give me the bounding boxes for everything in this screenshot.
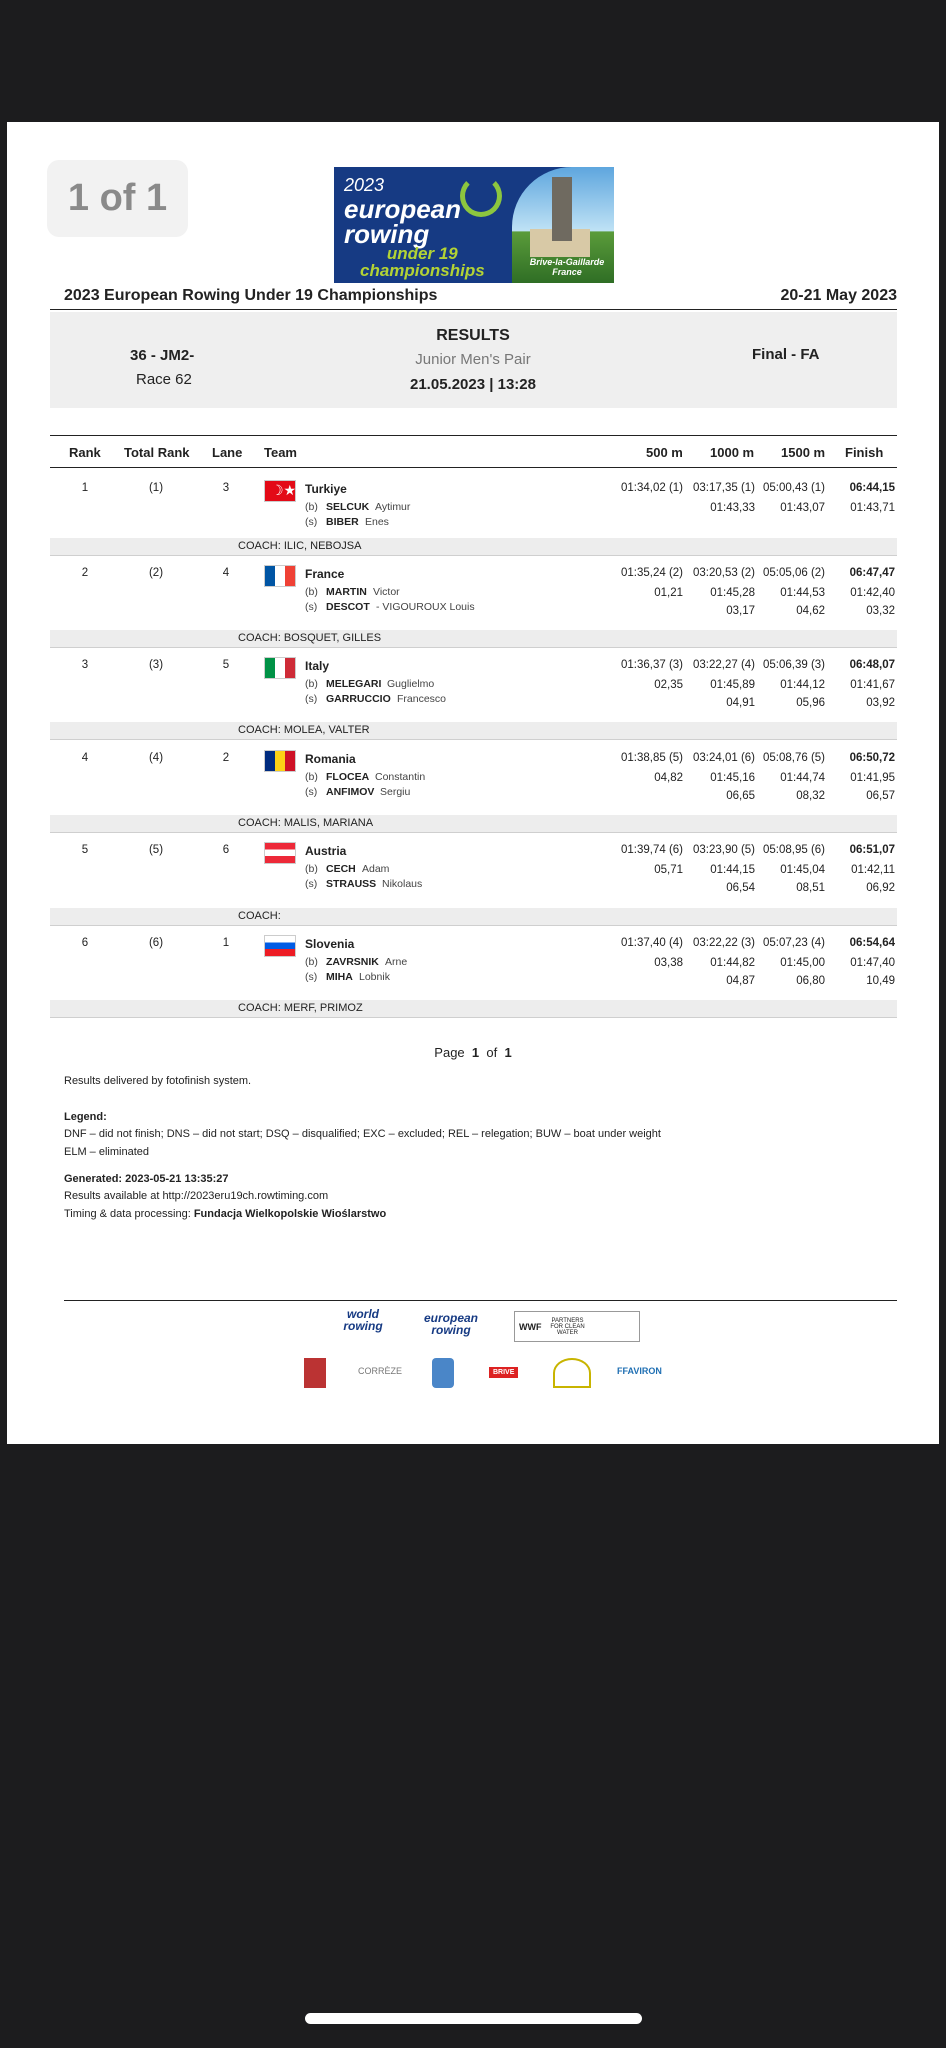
crew-last-name: ZAVRSNIK <box>326 956 379 968</box>
coach-bar <box>50 722 897 740</box>
divider <box>50 309 897 310</box>
delivery-note: Results delivered by fotofinish system. <box>64 1075 252 1087</box>
crew-last-name: STRAUSS <box>326 878 377 890</box>
pagination: Page 1 of 1 <box>434 1045 512 1060</box>
crew-first-name: Nikolaus <box>382 878 423 890</box>
european-rowing-logo: european rowing <box>423 1311 478 1337</box>
crew-position: (s) <box>305 971 318 983</box>
banner-year: 2023 <box>344 175 385 195</box>
split-diff: 05,71 <box>654 864 683 876</box>
world-rowing-logo: world rowing <box>343 1307 383 1333</box>
results-heading: RESULTS <box>436 327 510 344</box>
split-gap: 06,54 <box>726 882 755 894</box>
col-500m: 500 m <box>646 445 683 460</box>
home-indicator[interactable] <box>305 2013 642 2024</box>
split-gap: 03,92 <box>866 697 895 709</box>
france-flag-icon <box>264 565 296 587</box>
crew-position: (s) <box>305 601 318 613</box>
rank-cell: 3 <box>81 659 89 671</box>
lane-cell: 1 <box>222 937 230 949</box>
split-diff: 01,21 <box>654 587 683 599</box>
event-header <box>64 287 897 305</box>
split-gap: 04,87 <box>726 975 755 987</box>
championship-banner-logo <box>334 167 614 283</box>
timing-credit: Timing & data processing: Fundacja Wielkopolskie Wioślarstwo <box>64 1208 387 1220</box>
split-time: 05:06,39 (3) <box>762 659 825 671</box>
split-gap: 06,57 <box>866 790 895 802</box>
crew-position: (b) <box>305 863 318 875</box>
rank-cell: 4 <box>81 752 89 764</box>
rank-cell: 2 <box>81 567 89 579</box>
lane-cell: 5 <box>222 659 230 671</box>
crew-first-name: Arne <box>385 956 408 968</box>
coach-name: COACH: MALIS, MARIANA <box>238 817 374 829</box>
race-category: Junior Men's Pair <box>415 351 531 368</box>
total-rank-cell: (3) <box>148 659 164 671</box>
split-time: 03:24,01 (6) <box>692 752 755 764</box>
split-time: 05:08,95 (6) <box>762 844 825 856</box>
ffaviron-logo: FFAVIRON <box>617 1366 662 1376</box>
total-rank-cell: (1) <box>148 482 164 494</box>
split-gap: 04,91 <box>726 697 755 709</box>
romania-flag-icon <box>264 750 296 772</box>
split-diff: 01:44,12 <box>780 679 825 691</box>
banner-location: Brive-la-Gaillarde France <box>529 257 605 277</box>
split-time: 01:35,24 (2) <box>620 567 683 579</box>
crew-last-name: FLOCEA <box>326 771 370 783</box>
coach-name: COACH: ILIC, NEBOJSA <box>238 540 362 552</box>
coach-name: COACH: BOSQUET, GILLES <box>238 632 382 644</box>
regional-logo <box>553 1358 591 1388</box>
col-1000m: 1000 m <box>710 445 755 460</box>
split-time: 05:05,06 (2) <box>762 567 825 579</box>
agglo-brive-logo <box>432 1358 454 1388</box>
divider <box>64 1300 897 1301</box>
split-time: 06:47,47 <box>849 567 895 579</box>
coach-bar <box>50 908 897 926</box>
coach-name: COACH: MERF, PRIMOZ <box>238 1002 363 1014</box>
split-diff: 01:45,89 <box>710 679 755 691</box>
split-time: 06:48,07 <box>849 659 895 671</box>
total-rank-cell: (5) <box>148 844 164 856</box>
legend-line: ELM – eliminated <box>64 1146 149 1158</box>
lane-cell: 2 <box>222 752 230 764</box>
split-time: 03:22,22 (3) <box>692 937 755 949</box>
split-diff: 01:44,82 <box>710 957 755 969</box>
crew-position: (s) <box>305 786 318 798</box>
crew-last-name: ANFIMOV <box>326 786 375 798</box>
split-time: 03:20,53 (2) <box>692 567 755 579</box>
race-number: Race 62 <box>136 371 192 388</box>
race-stage: Final - FA <box>752 346 820 363</box>
crew-last-name: CECH <box>326 863 356 875</box>
slovenia-flag-icon <box>264 935 296 957</box>
split-diff: 01:42,11 <box>851 864 895 876</box>
split-time: 05:07,23 (4) <box>762 937 825 949</box>
rank-cell: 6 <box>81 937 89 949</box>
split-time: 03:22,27 (4) <box>692 659 755 671</box>
crew-first-name: - VIGOUROUX Louis <box>376 601 475 613</box>
split-diff: 01:45,28 <box>710 587 755 599</box>
crew-last-name: BIBER <box>326 516 359 528</box>
nouvelle-aquitaine-logo <box>304 1358 326 1388</box>
coach-bar <box>50 538 897 556</box>
crew-last-name: MARTIN <box>326 586 367 598</box>
crew-last-name: MIHA <box>326 971 353 983</box>
event-title: 2023 European Rowing Under 19 Championships <box>64 287 438 304</box>
country-name: Romania <box>305 752 356 766</box>
ring-icon <box>460 175 502 217</box>
split-gap: 10,49 <box>866 975 895 987</box>
turkey-flag-icon: ☽★ <box>264 480 296 502</box>
crew-position: (s) <box>305 516 318 528</box>
split-diff: 01:43,71 <box>850 502 895 514</box>
split-time: 06:44,15 <box>849 482 895 494</box>
country-name: France <box>305 567 345 581</box>
split-gap: 05,96 <box>796 697 825 709</box>
col-total-rank: Total Rank <box>124 445 190 460</box>
generated-timestamp: Generated: 2023-05-21 13:35:27 <box>64 1173 229 1185</box>
crew-position: (s) <box>305 878 318 890</box>
split-time: 06:50,72 <box>849 752 895 764</box>
split-time: 06:54,64 <box>849 937 895 949</box>
split-gap: 06,92 <box>866 882 895 894</box>
coach-name: COACH: MOLEA, VALTER <box>238 724 370 736</box>
divider <box>50 435 897 436</box>
split-time: 06:51,07 <box>849 844 895 856</box>
split-diff: 04,82 <box>654 772 683 784</box>
crew-first-name: Victor <box>373 586 400 598</box>
crew-first-name: Adam <box>362 863 390 875</box>
split-diff: 01:45,04 <box>780 864 825 876</box>
total-rank-cell: (2) <box>148 567 164 579</box>
crew-position: (b) <box>305 956 318 968</box>
crew-first-name: Aytimur <box>375 501 411 513</box>
split-time: 05:08,76 (5) <box>762 752 825 764</box>
results-url: Results available at http://2023eru19ch.rowtiming.com <box>64 1190 329 1202</box>
split-time: 01:39,74 (6) <box>620 844 683 856</box>
crew-first-name: Constantin <box>375 771 426 783</box>
split-gap: 06,65 <box>726 790 755 802</box>
country-name: Slovenia <box>305 937 355 951</box>
crew-first-name: Lobnik <box>359 971 390 983</box>
tower-illustration <box>552 177 572 241</box>
crew-first-name: Guglielmo <box>387 678 435 690</box>
banner-subtitle: under 19 championships <box>360 244 485 280</box>
divider <box>50 467 897 468</box>
coach-bar <box>50 630 897 648</box>
split-diff: 01:43,07 <box>780 502 825 514</box>
legend-title: Legend: <box>64 1111 107 1123</box>
split-diff: 01:41,95 <box>850 772 895 784</box>
banner-title: european rowing <box>344 194 462 249</box>
split-diff: 01:44,53 <box>780 587 825 599</box>
crew-first-name: Francesco <box>397 693 447 705</box>
split-diff: 01:45,16 <box>710 772 755 784</box>
lane-cell: 3 <box>222 482 230 494</box>
total-rank-cell: (4) <box>148 752 164 764</box>
crew-last-name: DESCOT <box>326 601 370 613</box>
split-time: 03:17,35 (1) <box>692 482 755 494</box>
total-rank-cell: (6) <box>148 937 164 949</box>
coach-name: COACH: <box>238 910 281 922</box>
country-name: Italy <box>305 659 330 673</box>
rank-cell: 1 <box>81 482 89 494</box>
split-diff: 03,38 <box>654 957 683 969</box>
crew-position: (b) <box>305 586 318 598</box>
race-code: 36 - JM2- <box>130 347 195 364</box>
correze-logo: CORRÈZE <box>358 1366 403 1376</box>
split-time: 05:00,43 (1) <box>762 482 825 494</box>
crew-last-name: SELCUK <box>326 501 370 513</box>
split-gap: 08,51 <box>796 882 825 894</box>
split-diff: 01:44,15 <box>710 864 755 876</box>
split-time: 01:36,37 (3) <box>620 659 683 671</box>
legend-line: DNF – did not finish; DNS – did not start; DSQ – disqualified; EXC – excluded; REL – relegation; BUW – boat under weight <box>64 1128 661 1140</box>
col-lane: Lane <box>212 445 243 460</box>
col-finish: Finish <box>845 445 884 460</box>
crew-position: (b) <box>305 501 318 513</box>
austria-flag-icon <box>264 842 296 864</box>
split-diff: 01:42,40 <box>850 587 895 599</box>
split-diff: 01:41,67 <box>850 679 895 691</box>
event-dates: 20-21 May 2023 <box>780 287 897 304</box>
lane-cell: 4 <box>222 567 230 579</box>
split-gap: 06,80 <box>796 975 825 987</box>
brive-logo: BRIVE <box>489 1367 518 1378</box>
col-rank: Rank <box>69 445 101 460</box>
crew-position: (b) <box>305 678 318 690</box>
race-datetime: 21.05.2023 | 13:28 <box>410 376 536 393</box>
col-team: Team <box>264 445 297 460</box>
split-time: 03:23,90 (5) <box>692 844 755 856</box>
page-indicator: 1 of 1 <box>47 160 188 237</box>
crew-last-name: GARRUCCIO <box>326 693 391 705</box>
country-name: Austria <box>305 844 347 858</box>
split-diff: 01:44,74 <box>780 772 825 784</box>
split-gap: 04,62 <box>796 605 825 617</box>
coach-bar <box>50 1000 897 1018</box>
crew-last-name: MELEGARI <box>326 678 382 690</box>
lane-cell: 6 <box>222 844 230 856</box>
italy-flag-icon <box>264 657 296 679</box>
country-name: Turkiye <box>305 482 347 496</box>
split-time: 01:38,85 (5) <box>620 752 683 764</box>
crew-position: (s) <box>305 693 318 705</box>
wwf-partners-logo: WWF PARTNERS FOR CLEAN WATER <box>514 1311 640 1342</box>
crew-position: (b) <box>305 771 318 783</box>
split-time: 01:37,40 (4) <box>620 937 683 949</box>
crew-first-name: Sergiu <box>380 786 411 798</box>
split-diff: 02,35 <box>654 679 683 691</box>
crew-first-name: Enes <box>365 516 389 528</box>
split-gap: 03,32 <box>866 605 895 617</box>
split-diff: 01:43,33 <box>710 502 755 514</box>
wwf-panda-icon: WWF <box>519 1321 542 1332</box>
rank-cell: 5 <box>81 844 89 856</box>
split-time: 01:34,02 (1) <box>620 482 683 494</box>
split-gap: 03,17 <box>726 605 755 617</box>
split-diff: 01:47,40 <box>850 957 895 969</box>
split-gap: 08,32 <box>796 790 825 802</box>
coach-bar <box>50 815 897 833</box>
col-1500m: 1500 m <box>781 445 826 460</box>
split-diff: 01:45,00 <box>780 957 825 969</box>
